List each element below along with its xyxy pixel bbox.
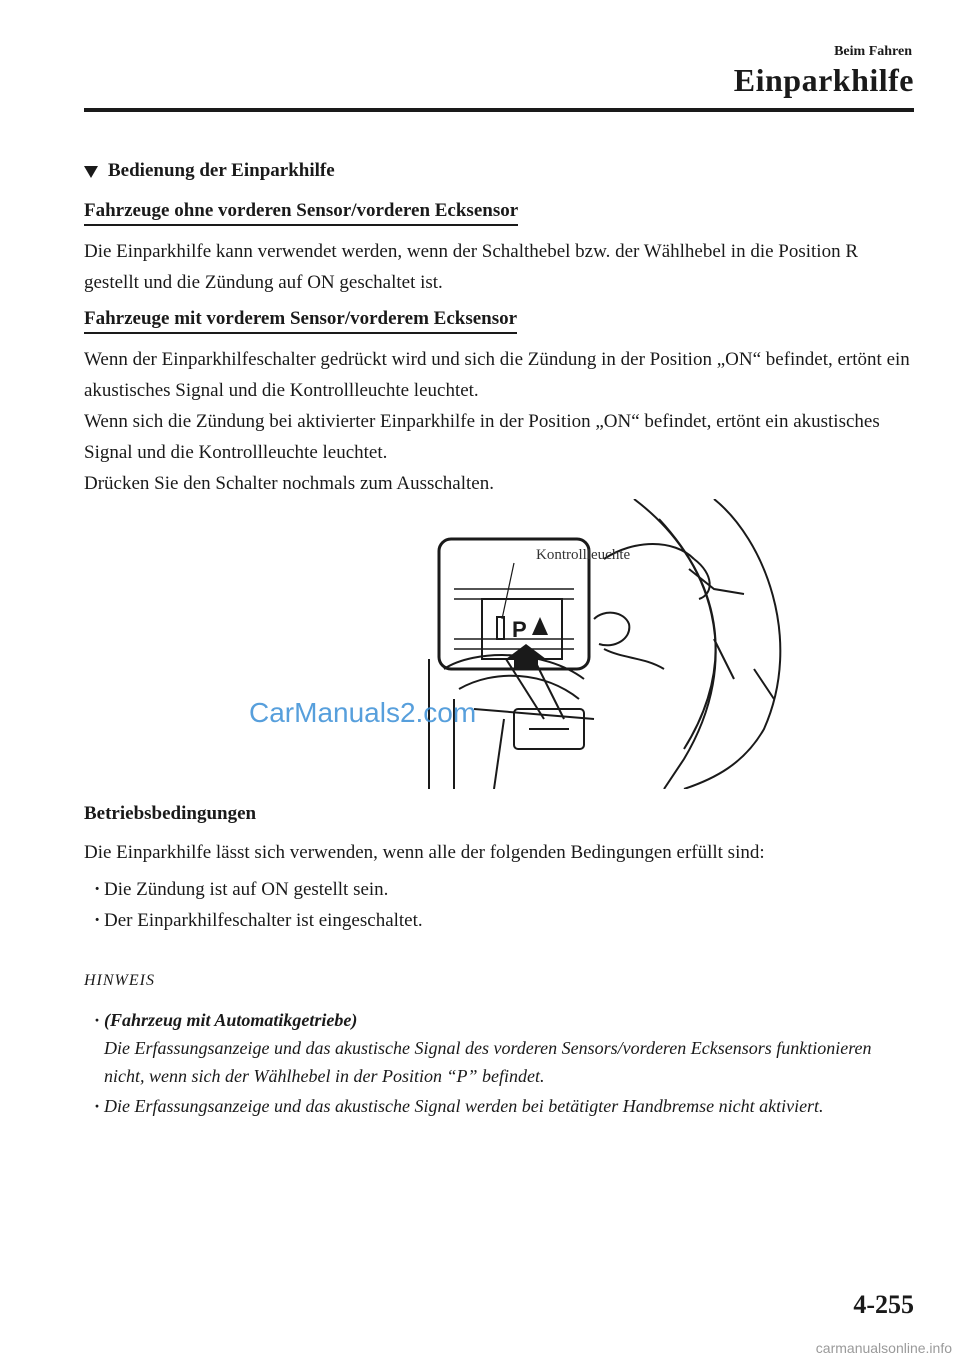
content [84, 160, 914, 1122]
page-title: Einparkhilfe [733, 62, 914, 98]
list-item: · Der Einparkhilfeschalter ist eingeschaltet. [94, 905, 914, 936]
conditions-intro: Die Einparkhilfe lässt sich verwenden, wenn alle der folgenden Bedingungen erfüllt sind: [84, 842, 765, 863]
subheading-with-front-sensor: Fahrzeuge mit vorderem Sensor/vorderem Ecksensor [84, 308, 517, 334]
triangle-down-icon [84, 166, 98, 178]
paragraph-switch-pressed: Wenn der Einparkhilfeschalter gedrückt wird und sich die Zündung in der Position „ON“ befindet, ertönt ein akustisches Signal und die Kontrollleuchte leuchtet. [84, 349, 910, 401]
paragraph-ignition-on: Wenn sich die Zündung bei aktivierter Einparkhilfe in der Position „ON“ befindet, ertönt ein akustisches Signal und die Kontrollleuchte leuchtet. [84, 411, 880, 463]
header-rule [84, 108, 914, 112]
paragraph-without-front-sensor: Die Einparkhilfe kann verwendet werden, wenn der Schalthebel bzw. der Wählhebel in die Position R gestellt und die Zündung auf ON geschaltet ist. [84, 241, 859, 293]
conditions-heading: Betriebsbedingungen [84, 803, 257, 824]
dashboard-drawing [244, 499, 864, 789]
list-item: · Die Zündung ist auf ON gestellt sein. [94, 874, 914, 905]
paragraph-switch-off: Drücken Sie den Schalter nochmals zum Ausschalten. [84, 473, 494, 494]
note-item [94, 1006, 914, 1090]
note-title: HINWEIS [84, 972, 155, 989]
dashboard-illustration [244, 499, 864, 789]
page-number: 4-255 [853, 1290, 914, 1319]
footer-url: carmanualsonline.info [815, 1340, 952, 1356]
note-item-text: Die Erfassungsanzeige und das akustische Signal des vorderen Sensors/vorderen Ecksensors funktionieren nicht, wenn sich der Wählhebel in der Position “P” befindet. [104, 1038, 872, 1086]
note-list [84, 1006, 914, 1120]
section-heading-text: Bedienung der Einparkhilfe [108, 160, 335, 181]
svg-text:P: P [512, 617, 527, 642]
watermark: CarManuals2.com [249, 697, 477, 728]
section-heading [84, 160, 914, 182]
conditions-list [84, 874, 914, 936]
note-item-heading: · (Fahrzeug mit Automatikgetriebe) [104, 1010, 358, 1030]
indicator-light-label: Kontrollleuchte [536, 547, 631, 563]
subheading-without-front-sensor: Fahrzeuge ohne vorderen Sensor/vorderen Ecksensor [84, 200, 518, 226]
header-section: Beim Fahren [834, 44, 912, 59]
note-item: · Die Erfassungsanzeige und das akustische Signal werden bei betätigter Handbremse nicht aktiviert. [94, 1092, 914, 1120]
